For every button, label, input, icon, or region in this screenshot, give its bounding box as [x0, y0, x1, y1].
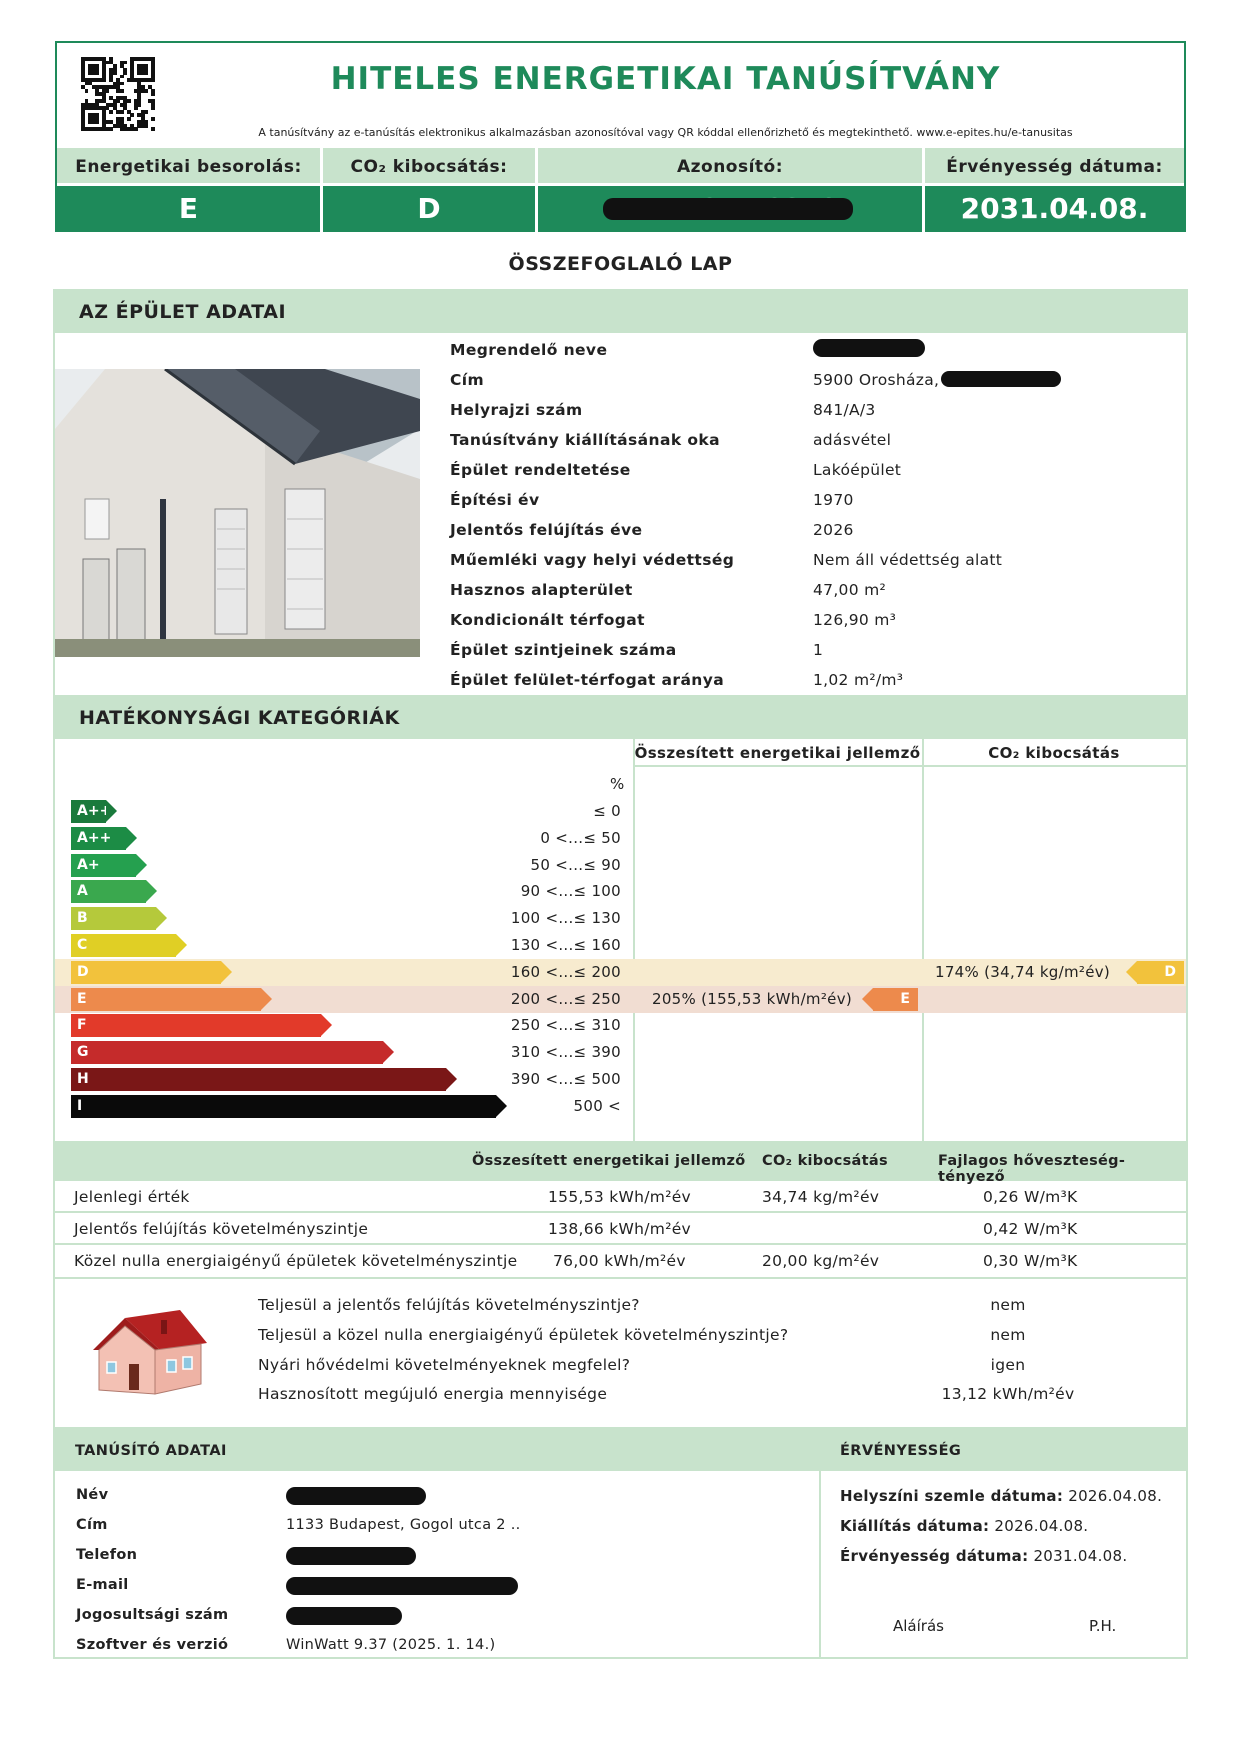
requirement-question: Teljesül a közel nulla energiaigényű épületek követelményszintje? — [258, 1326, 789, 1344]
row-label: Műemléki vagy helyi védettség — [450, 551, 735, 569]
requirement-question: Hasznosított megújuló energia mennyisége — [258, 1385, 608, 1403]
band-range: 310 <...≤ 390 — [510, 1043, 621, 1062]
energy-band-i: I — [71, 1095, 496, 1118]
energy-band-g: G — [71, 1041, 383, 1064]
requirement-question: Nyári hővédelmi követelményeknek megfelel? — [258, 1356, 631, 1374]
license-redaction — [286, 1607, 402, 1629]
row-value: Lakóépület — [813, 461, 902, 479]
client-name-redaction — [813, 341, 925, 361]
energy-band-h: H — [71, 1068, 446, 1091]
row-label: Épület rendeltetése — [450, 461, 631, 479]
building-row — [450, 635, 1150, 665]
row-label: E-mail — [76, 1577, 129, 1593]
row-value: 2031.04.08. — [1033, 1547, 1128, 1565]
column-divider — [819, 1471, 821, 1657]
heat-loss-header: Fajlagos hőveszteség-tényező — [938, 1153, 1126, 1185]
building-row — [450, 395, 1150, 425]
certifier-header — [55, 1431, 1186, 1471]
building-row — [450, 575, 1150, 605]
energy-band-f: F — [71, 1014, 321, 1037]
row-value: 2026.04.08. — [994, 1517, 1089, 1535]
validity-value: 2031.04.08. — [925, 186, 1184, 232]
energy-band-row — [55, 932, 1186, 959]
row-value: 5900 Orosháza, — [813, 371, 1061, 389]
table-row — [55, 1181, 1186, 1213]
row-label: Telefon — [76, 1547, 138, 1563]
row-label: Cím — [450, 371, 485, 389]
energy-band-row — [55, 959, 1186, 986]
certificate-title: HITELES ENERGETIKAI TANÚSÍTVÁNY — [330, 61, 1001, 97]
building-row — [450, 455, 1150, 485]
redaction-bar — [603, 198, 853, 220]
building-row — [450, 425, 1150, 455]
co2-value: 34,74 kg/m²év — [762, 1188, 880, 1206]
energy-band-e: E — [71, 988, 261, 1011]
requirement-answer: nem — [990, 1326, 1026, 1344]
building-row — [450, 365, 1150, 395]
energy-band-row — [55, 852, 1186, 879]
validity-row — [840, 1487, 1162, 1505]
validity-title: ÉRVÉNYESSÉG — [840, 1443, 962, 1459]
row-value: 1970 — [813, 491, 854, 509]
band-range: ≤ 0 — [593, 802, 621, 820]
energy-band-row — [55, 878, 1186, 905]
energy-band-row — [55, 1039, 1186, 1066]
co2-label: CO₂ kibocsátás: — [323, 148, 538, 186]
row-value: adásvétel — [813, 431, 892, 449]
values-table-header — [55, 1141, 1186, 1185]
row-label: Kondicionált térfogat — [450, 611, 645, 629]
energy-column-header: Összesített energetikai jellemző — [633, 739, 922, 767]
row-value: 47,00 m² — [813, 581, 887, 599]
row-label: Épület szintjeinek száma — [450, 641, 677, 659]
certifier-title: TANÚSÍTÓ ADATAI — [75, 1443, 227, 1459]
heat-loss-value: 0,42 W/m³K — [983, 1220, 1078, 1238]
row-value: WinWatt 9.37 (2025. 1. 14.) — [286, 1637, 496, 1653]
signature-label: Aláírás — [893, 1617, 944, 1635]
energy-band-aplus: A+ — [71, 854, 136, 877]
row-label: Megrendelő neve — [450, 341, 608, 359]
row-label: Jelenlegi érték — [74, 1188, 190, 1206]
energy-value: 76,00 kWh/m²év — [553, 1252, 686, 1270]
energy-band-row — [55, 825, 1186, 852]
energy-band-aplusplus: A++ — [71, 827, 126, 850]
band-range: 200 <...≤ 250 — [510, 989, 621, 1008]
row-value: 2026 — [813, 521, 854, 539]
stamp-label: P.H. — [1089, 1617, 1117, 1635]
row-label: Jelentős felújítás éve — [450, 521, 643, 539]
row-label: Épület felület-térfogat aránya — [450, 671, 725, 689]
building-section-title: AZ ÉPÜLET ADATAI — [55, 291, 1186, 333]
validity-row — [840, 1547, 1127, 1565]
row-value: 126,90 m³ — [813, 611, 897, 629]
page-title: ÖSSZEFOGLALÓ LAP — [508, 253, 733, 275]
row-label: Helyszíni szemle dátuma: — [840, 1487, 1064, 1505]
heat-loss-value: 0,30 W/m³K — [983, 1252, 1078, 1270]
certificate-subtitle: A tanúsítvány az e-tanúsítás elektronikus alkalmazásban azonosítóval vagy QR kóddal ellenőrizhető és megtekinthető. www.e-epites.hu/e-tanusitas — [258, 126, 1073, 139]
co2-value: 20,00 kg/m²év — [762, 1252, 880, 1270]
energy-band-row — [55, 798, 1186, 825]
validity-label: Érvényesség dátuma: — [925, 148, 1184, 186]
row-label: Helyrajzi szám — [450, 401, 583, 419]
row-value: 1,02 m²/m³ — [813, 671, 904, 689]
building-row — [450, 605, 1150, 635]
table-row — [55, 1213, 1186, 1245]
requirement-row — [258, 1379, 1158, 1409]
band-range: 100 <...≤ 130 — [510, 909, 621, 928]
row-label: Érvényesség dátuma: — [840, 1547, 1029, 1565]
energy-value: 155,53 kWh/m²év — [548, 1188, 692, 1206]
energy-band-d: D — [71, 961, 221, 984]
building-row — [450, 335, 1150, 365]
qr-code-icon[interactable] — [81, 57, 155, 131]
heat-loss-value: 0,26 W/m³K — [983, 1188, 1078, 1206]
energy-band-aplusplusplus: A+++ — [71, 800, 106, 823]
email-redaction — [286, 1577, 518, 1599]
co2-indicator-text: 174% (34,74 kg/m²év) — [935, 962, 1111, 981]
energy-class-value: E — [57, 186, 323, 232]
validity-row — [840, 1517, 1088, 1535]
phone-redaction — [286, 1547, 416, 1569]
energy-header: Összesített energetikai jellemző — [472, 1153, 746, 1169]
building-row — [450, 515, 1150, 545]
identifier-value — [538, 186, 925, 232]
table-row — [55, 1245, 1186, 1277]
efficiency-section-title: HATÉKONYSÁGI KATEGÓRIÁK — [55, 697, 1186, 739]
row-value: 2026.04.08. — [1068, 1487, 1163, 1505]
building-data-section — [53, 289, 1188, 697]
building-data-list — [450, 335, 1150, 695]
requirement-row — [258, 1320, 1158, 1350]
requirement-question: Teljesül a jelentős felújítás követelményszintje? — [258, 1296, 640, 1314]
energy-indicator-arrow: E — [873, 988, 918, 1011]
energy-band-row — [55, 1012, 1186, 1039]
row-label: Közel nulla energiaigényű épületek követelményszintje — [74, 1252, 518, 1270]
row-label: Kiállítás dátuma: — [840, 1517, 990, 1535]
requirement-row — [258, 1350, 1158, 1380]
band-range: 160 <...≤ 200 — [510, 962, 621, 981]
requirement-answer: nem — [990, 1296, 1026, 1314]
building-row — [450, 485, 1150, 515]
energy-band-row — [55, 1093, 1186, 1120]
band-range: 390 <...≤ 500 — [510, 1070, 621, 1088]
values-table — [53, 1141, 1188, 1279]
row-value: 841/A/3 — [813, 401, 876, 419]
energy-class-label: Energetikai besorolás: — [57, 148, 323, 186]
energy-band-a: A — [71, 880, 146, 903]
co2-class-value: D — [323, 186, 538, 232]
energy-indicator-text: 205% (155,53 kWh/m²év) — [652, 989, 853, 1008]
row-label: Tanúsítvány kiállításának oka — [450, 431, 720, 449]
row-label: Jogosultsági szám — [76, 1607, 229, 1623]
energy-band-b: B — [71, 907, 156, 930]
row-value: 1133 Budapest, Gogol utca 2 .. — [286, 1517, 521, 1533]
energy-band-row — [55, 986, 1186, 1013]
row-label: Cím — [76, 1517, 108, 1533]
efficiency-section — [53, 695, 1188, 1155]
percent-label: % — [610, 775, 625, 793]
row-label: Építési év — [450, 491, 540, 509]
row-value: Nem áll védettség alatt — [813, 551, 1003, 569]
energy-band-row — [55, 905, 1186, 932]
co2-column-header: CO₂ kibocsátás — [922, 739, 1186, 767]
row-value: 1 — [813, 641, 824, 659]
co2-indicator-arrow: D — [1137, 961, 1184, 984]
energy-band-row — [55, 1066, 1186, 1093]
row-label: Jelentős felújítás követelményszintje — [74, 1220, 369, 1238]
band-range: 500 < — [573, 1096, 621, 1115]
row-label: Név — [76, 1487, 109, 1503]
house-icon — [85, 1298, 210, 1403]
row-label: Hasznos alapterület — [450, 581, 633, 599]
band-range: 130 <...≤ 160 — [510, 936, 621, 954]
building-row — [450, 665, 1150, 695]
band-range: 250 <...≤ 310 — [510, 1016, 621, 1035]
summary-table — [57, 148, 1184, 232]
efficiency-chart — [55, 739, 1186, 1155]
requirements-section — [53, 1278, 1188, 1429]
row-label: Szoftver és verzió — [76, 1637, 229, 1653]
band-range: 90 <...≤ 100 — [520, 882, 621, 901]
requirement-answer: 13,12 kWh/m²év — [941, 1385, 1075, 1403]
requirement-row — [258, 1290, 1158, 1320]
certifier-section — [53, 1429, 1188, 1659]
band-range: 50 <...≤ 90 — [530, 855, 621, 874]
energy-value: 138,66 kWh/m²év — [548, 1220, 692, 1238]
band-range: 0 <...≤ 50 — [540, 828, 621, 847]
identifier-label: Azonosító: — [538, 148, 925, 186]
certificate-header — [55, 41, 1186, 232]
building-row — [450, 545, 1150, 575]
energy-band-c: C — [71, 934, 176, 957]
co2-header: CO₂ kibocsátás — [762, 1153, 888, 1169]
building-photo — [55, 369, 420, 657]
requirement-answer: igen — [990, 1356, 1026, 1374]
name-redaction — [286, 1487, 426, 1509]
